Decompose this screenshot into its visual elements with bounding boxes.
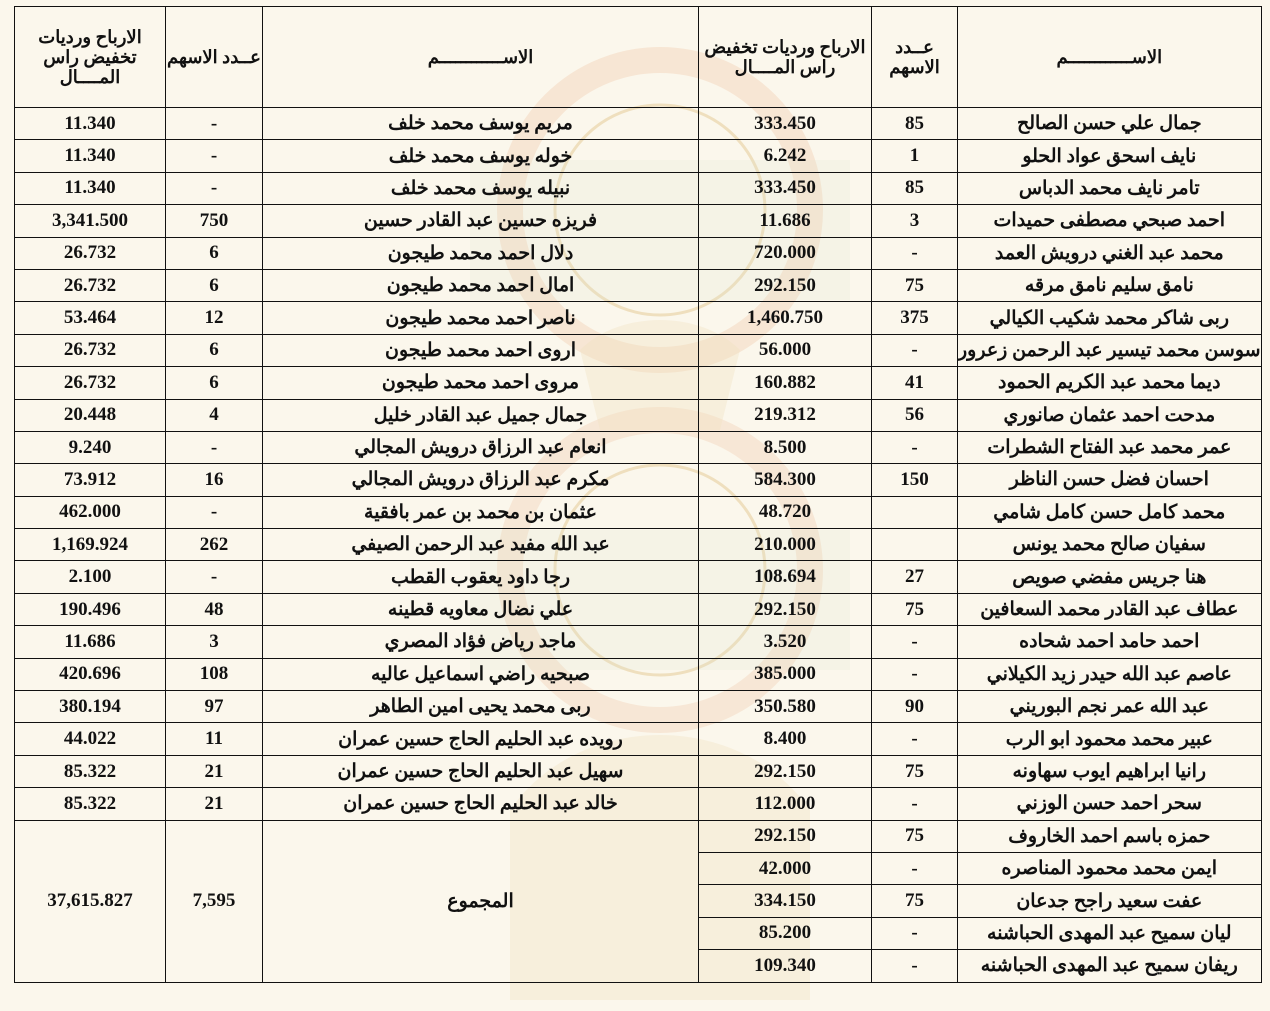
table-row (15, 108, 1262, 140)
table-row (15, 464, 1262, 496)
right-name-cell: ديما محمد عبد الكريم الحمود (958, 367, 1262, 399)
left-shares-cell: 4 (166, 399, 263, 431)
left-name-cell: اروى احمد محمد طيجون (263, 334, 699, 366)
header-left-name: الاســــــــــــم (263, 7, 699, 108)
left-name-cell: نبيله يوسف محمد خلف (263, 172, 699, 204)
table-row (15, 723, 1262, 755)
right-name-cell: سوسن محمد تيسير عبد الرحمن زعرور (958, 334, 1262, 366)
header-right-profits: الارباح ورديات تخفيض راس المــــال (699, 7, 872, 108)
left-shares-cell: 262 (166, 529, 263, 561)
left-shares-cell: 16 (166, 464, 263, 496)
right-name-cell: محمد عبد الغني درويش العمد (958, 237, 1262, 269)
right-amount-cell: 333.450 (699, 108, 872, 140)
left-name-cell: عثمان بن محمد بن عمر بافقية (263, 496, 699, 528)
header-right-shares: عــدد الاسهم (872, 7, 958, 108)
right-amount-cell: 3.520 (699, 626, 872, 658)
header-left-shares: عــدد الاسهم (166, 7, 263, 108)
right-amount-cell: 210.000 (699, 529, 872, 561)
right-amount-cell: 8.400 (699, 723, 872, 755)
right-name-cell: احسان فضل حسن الناظر (958, 464, 1262, 496)
right-shares-cell: 1 (872, 140, 958, 172)
right-shares-cell: 375 (872, 302, 958, 334)
left-amount-cell: 73.912 (15, 464, 166, 496)
table-row (15, 593, 1262, 625)
right-shares-cell: - (872, 852, 958, 884)
left-name-cell: علي نضال معاويه قطينه (263, 593, 699, 625)
right-name-cell: عفت سعيد راجح جدعان (958, 885, 1262, 917)
table-row (15, 205, 1262, 237)
table-row (15, 302, 1262, 334)
table-row (15, 529, 1262, 561)
right-name-cell: ريفان سميح عبد المهدى الحباشنه (958, 950, 1262, 982)
right-amount-cell: 334.150 (699, 885, 872, 917)
left-shares-cell: 6 (166, 367, 263, 399)
right-shares-cell: 75 (872, 885, 958, 917)
left-name-cell: جمال جميل عبد القادر خليل (263, 399, 699, 431)
table-row (15, 399, 1262, 431)
right-shares-cell: - (872, 626, 958, 658)
right-name-cell: ليان سميح عبد المهدى الحباشنه (958, 917, 1262, 949)
left-amount-cell: 53.464 (15, 302, 166, 334)
table-row (15, 140, 1262, 172)
table-row (15, 367, 1262, 399)
right-amount-cell: 56.000 (699, 334, 872, 366)
right-shares-cell: 41 (872, 367, 958, 399)
right-shares-cell: 75 (872, 820, 958, 852)
table-row (15, 788, 1262, 820)
right-shares-cell: 85 (872, 108, 958, 140)
right-name-cell: تامر نايف محمد الدباس (958, 172, 1262, 204)
left-amount-cell: 11.686 (15, 626, 166, 658)
right-name-cell: عبد الله عمر نجم البوريني (958, 691, 1262, 723)
left-amount-cell: 26.732 (15, 367, 166, 399)
right-amount-cell: 112.000 (699, 788, 872, 820)
right-shares-cell: - (872, 788, 958, 820)
right-shares-cell: 3 (872, 205, 958, 237)
right-amount-cell: 6.242 (699, 140, 872, 172)
right-amount-cell: 11.686 (699, 205, 872, 237)
table-row (15, 820, 1262, 852)
left-amount-cell: 85.322 (15, 755, 166, 787)
left-amount-cell: 44.022 (15, 723, 166, 755)
left-amount-cell: 11.340 (15, 108, 166, 140)
left-shares-cell: 12 (166, 302, 263, 334)
table-row (15, 561, 1262, 593)
left-shares-cell: - (166, 172, 263, 204)
right-shares-cell: 75 (872, 755, 958, 787)
right-name-cell: ربى شاكر محمد شكيب الكيالي (958, 302, 1262, 334)
right-name-cell: مدحت احمد عثمان صانوري (958, 399, 1262, 431)
left-shares-cell: 6 (166, 334, 263, 366)
right-shares-cell: 27 (872, 561, 958, 593)
left-shares-cell: 750 (166, 205, 263, 237)
left-amount-cell: 11.340 (15, 140, 166, 172)
left-shares-cell: - (166, 140, 263, 172)
right-amount-cell: 85.200 (699, 917, 872, 949)
left-amount-cell: 190.496 (15, 593, 166, 625)
left-amount-cell: 85.322 (15, 788, 166, 820)
right-amount-cell: 160.882 (699, 367, 872, 399)
left-amount-cell: 1,169.924 (15, 529, 166, 561)
left-amount-cell: 26.732 (15, 334, 166, 366)
right-shares-cell: - (872, 658, 958, 690)
left-name-cell: انعام عبد الرزاق درويش المجالي (263, 431, 699, 463)
left-amount-cell: 2.100 (15, 561, 166, 593)
left-shares-cell: - (166, 431, 263, 463)
total-shares-cell: 7,595 (166, 820, 263, 982)
left-amount-cell: 11.340 (15, 172, 166, 204)
left-shares-cell: - (166, 496, 263, 528)
right-name-cell: جمال علي حسن الصالح (958, 108, 1262, 140)
right-shares-cell: 90 (872, 691, 958, 723)
right-name-cell: رانيا ابراهيم ايوب سهاونه (958, 755, 1262, 787)
left-shares-cell: 97 (166, 691, 263, 723)
right-shares-cell: - (872, 950, 958, 982)
right-name-cell: هنا جريس مفضي صويص (958, 561, 1262, 593)
left-name-cell: ناصر احمد محمد طيجون (263, 302, 699, 334)
left-shares-cell: 48 (166, 593, 263, 625)
right-amount-cell: 8.500 (699, 431, 872, 463)
left-name-cell: دلال احمد محمد طيجون (263, 237, 699, 269)
table-row (15, 658, 1262, 690)
right-amount-cell: 385.000 (699, 658, 872, 690)
right-name-cell: عاصم عبد الله حيدر زيد الكيلاني (958, 658, 1262, 690)
left-name-cell: خالد عبد الحليم الحاج حسين عمران (263, 788, 699, 820)
left-name-cell: سهيل عبد الحليم الحاج حسين عمران (263, 755, 699, 787)
right-name-cell: عبير محمد محمود ابو الرب (958, 723, 1262, 755)
left-amount-cell: 26.732 (15, 237, 166, 269)
left-name-cell: مكرم عبد الرزاق درويش المجالي (263, 464, 699, 496)
total-amount-cell: 37,615.827 (15, 820, 166, 982)
left-name-cell: مريم يوسف محمد خلف (263, 108, 699, 140)
left-shares-cell: 3 (166, 626, 263, 658)
right-amount-cell: 292.150 (699, 755, 872, 787)
right-shares-cell: - (872, 917, 958, 949)
left-name-cell: عبد الله مفيد عبد الرحمن الصيفي (263, 529, 699, 561)
right-amount-cell: 350.580 (699, 691, 872, 723)
right-amount-cell: 292.150 (699, 593, 872, 625)
table-row (15, 691, 1262, 723)
left-amount-cell: 3,341.500 (15, 205, 166, 237)
right-shares-cell: 150 (872, 464, 958, 496)
total-label-cell: المجموع (263, 820, 699, 982)
right-amount-cell: 1,460.750 (699, 302, 872, 334)
left-amount-cell: 20.448 (15, 399, 166, 431)
table-row (15, 172, 1262, 204)
table-row (15, 431, 1262, 463)
right-name-cell: احمد حامد احمد شحاده (958, 626, 1262, 658)
left-name-cell: امال احمد محمد طيجون (263, 269, 699, 301)
right-amount-cell: 292.150 (699, 269, 872, 301)
left-shares-cell: 21 (166, 788, 263, 820)
header-right-name: الاســــــــــــم (958, 7, 1262, 108)
left-shares-cell: 11 (166, 723, 263, 755)
left-amount-cell: 462.000 (15, 496, 166, 528)
left-amount-cell: 380.194 (15, 691, 166, 723)
right-name-cell: احمد صبحي مصطفى حميدات (958, 205, 1262, 237)
right-amount-cell: 48.720 (699, 496, 872, 528)
right-name-cell: حمزه باسم احمد الخاروف (958, 820, 1262, 852)
right-shares-cell: - (872, 723, 958, 755)
left-shares-cell: 6 (166, 269, 263, 301)
right-shares-cell: - (872, 237, 958, 269)
right-shares-cell: 75 (872, 269, 958, 301)
table-row (15, 496, 1262, 528)
right-name-cell: سحر احمد حسن الوزني (958, 788, 1262, 820)
table-row (15, 334, 1262, 366)
table-row (15, 755, 1262, 787)
right-name-cell: ايمن محمد محمود المناصره (958, 852, 1262, 884)
right-shares-cell: - (872, 334, 958, 366)
left-name-cell: صبحيه راضي اسماعيل عاليه (263, 658, 699, 690)
right-shares-cell: - (872, 431, 958, 463)
left-amount-cell: 26.732 (15, 269, 166, 301)
right-amount-cell: 584.300 (699, 464, 872, 496)
left-name-cell: ربى محمد يحيى امين الطاهر (263, 691, 699, 723)
table-row (15, 237, 1262, 269)
left-name-cell: خوله يوسف محمد خلف (263, 140, 699, 172)
left-name-cell: ماجد رياض فؤاد المصري (263, 626, 699, 658)
right-amount-cell: 292.150 (699, 820, 872, 852)
right-name-cell: عطاف عبد القادر محمد السعافين (958, 593, 1262, 625)
shareholders-table (14, 6, 1262, 983)
table-body (15, 108, 1262, 983)
left-shares-cell: 108 (166, 658, 263, 690)
left-name-cell: رويده عبد الحليم الحاج حسين عمران (263, 723, 699, 755)
right-amount-cell: 108.694 (699, 561, 872, 593)
left-name-cell: فريزه حسين عبد القادر حسين (263, 205, 699, 237)
right-amount-cell: 720.000 (699, 237, 872, 269)
left-amount-cell: 9.240 (15, 431, 166, 463)
left-name-cell: رجا داود يعقوب القطب (263, 561, 699, 593)
right-amount-cell: 109.340 (699, 950, 872, 982)
right-shares-cell: 85 (872, 172, 958, 204)
left-shares-cell: - (166, 561, 263, 593)
table-row (15, 269, 1262, 301)
left-amount-cell: 420.696 (15, 658, 166, 690)
right-name-cell: سفيان صالح محمد يونس (958, 529, 1262, 561)
left-shares-cell: - (166, 108, 263, 140)
right-name-cell: نامق سليم نامق مرقه (958, 269, 1262, 301)
header-left-profits: الارباح ورديات تخفيض راس المــــال (15, 7, 166, 108)
table-row (15, 626, 1262, 658)
right-shares-cell (872, 529, 958, 561)
left-shares-cell: 21 (166, 755, 263, 787)
right-amount-cell: 219.312 (699, 399, 872, 431)
right-name-cell: عمر محمد عبد الفتاح الشطرات (958, 431, 1262, 463)
right-shares-cell: 75 (872, 593, 958, 625)
right-amount-cell: 333.450 (699, 172, 872, 204)
left-name-cell: مروى احمد محمد طيجون (263, 367, 699, 399)
right-shares-cell: 56 (872, 399, 958, 431)
left-shares-cell: 6 (166, 237, 263, 269)
right-name-cell: محمد كامل حسن كامل شامي (958, 496, 1262, 528)
right-name-cell: نايف اسحق عواد الحلو (958, 140, 1262, 172)
header-row (15, 7, 1262, 108)
right-shares-cell (872, 496, 958, 528)
right-amount-cell: 42.000 (699, 852, 872, 884)
